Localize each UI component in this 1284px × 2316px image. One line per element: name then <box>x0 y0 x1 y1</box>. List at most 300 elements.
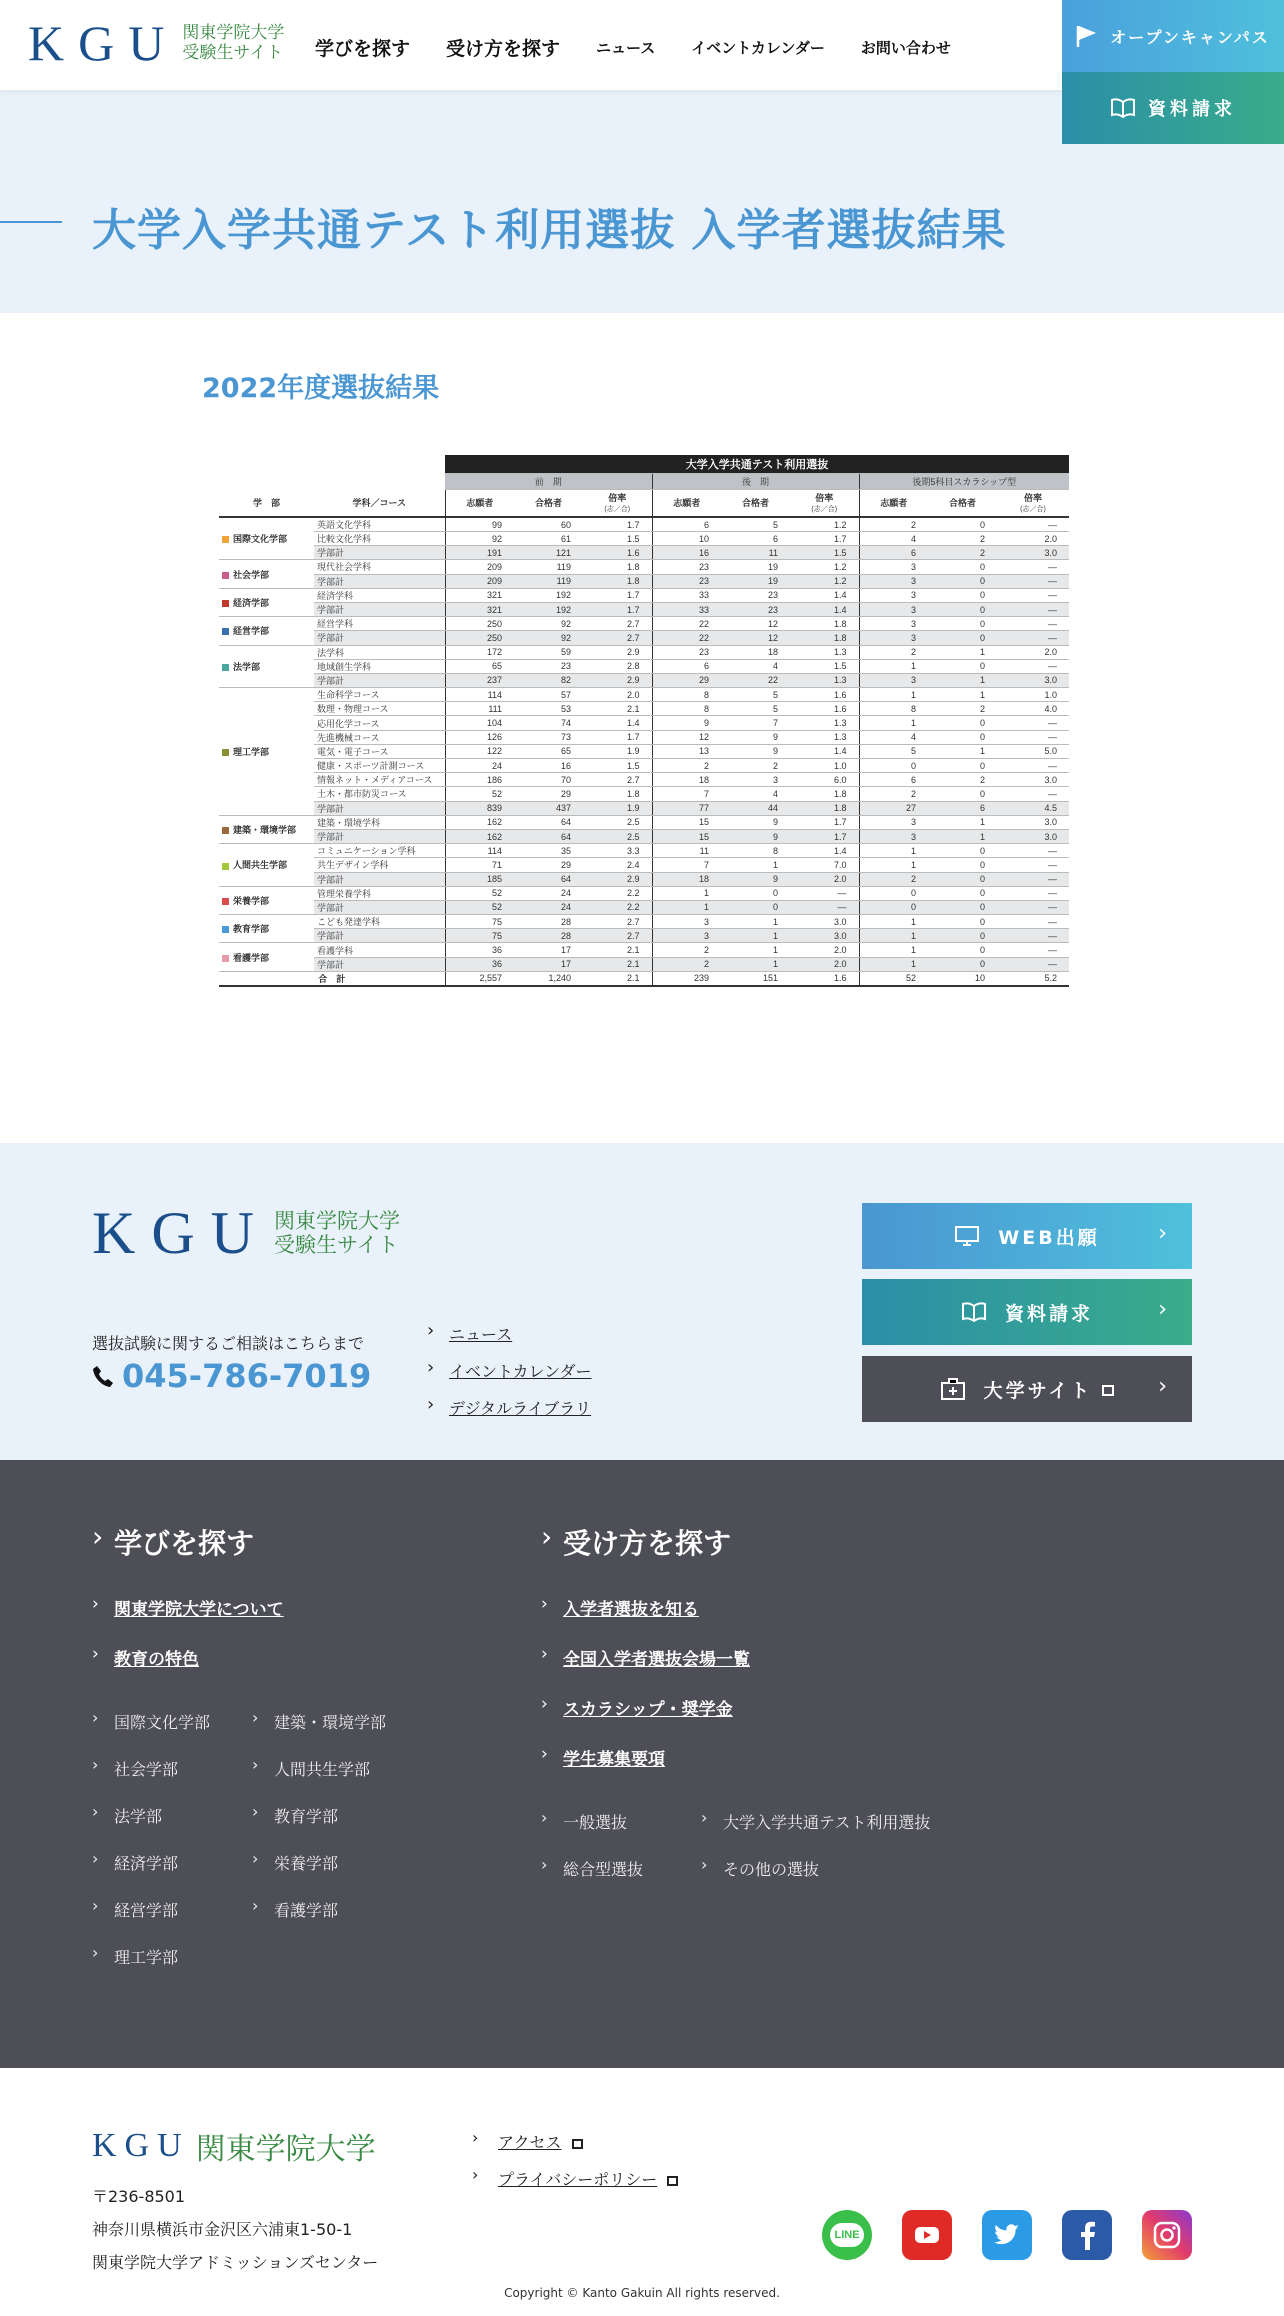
value-cell: 99 <box>445 517 514 532</box>
value-cell: 3 <box>859 588 928 602</box>
value-cell: 119 <box>514 574 583 588</box>
value-cell: 1 <box>859 659 928 673</box>
department-cell: 比較文化学科 <box>314 532 445 546</box>
faculty-cell <box>219 915 314 943</box>
faculty-cell <box>219 688 314 816</box>
value-cell: 1.5 <box>790 546 859 560</box>
value-cell: 0 <box>928 858 997 872</box>
value-cell: 29 <box>514 858 583 872</box>
value-cell: — <box>997 517 1069 532</box>
footer-fac-human[interactable]: › 人間共生学部 <box>252 1757 370 1780</box>
nav-admission[interactable]: 受け方を探す <box>446 38 561 60</box>
faculty-cell <box>219 844 314 887</box>
footer-fac-nutrition[interactable]: › 栄養学部 <box>252 1851 338 1874</box>
value-cell: — <box>997 844 1069 858</box>
table-row <box>219 759 1069 773</box>
table-caption: 大学入学共通テスト利用選抜 <box>445 455 1069 473</box>
value-cell: 2.1 <box>583 957 652 971</box>
copyright: Copyright © Kanto Gakuin All rights reserved. <box>504 2286 780 2300</box>
value-cell: 6.0 <box>790 773 859 787</box>
footer-fac-social[interactable]: › 社会学部 <box>92 1757 178 1780</box>
value-cell: 1.9 <box>583 801 652 815</box>
grand-total-value: 10 <box>928 971 997 986</box>
value-cell: — <box>790 900 859 914</box>
external-link-icon <box>572 2139 583 2149</box>
value-cell: 8 <box>721 844 790 858</box>
main-nav <box>315 34 987 61</box>
value-cell: 9 <box>721 829 790 843</box>
value-cell: 191 <box>445 546 514 560</box>
footer-link-venues[interactable]: › 全国入学者選抜会場一覧 <box>541 1645 750 1670</box>
value-cell: 2 <box>928 546 997 560</box>
col-ratio-note: (志／合) <box>604 506 631 514</box>
value-cell: 0 <box>928 915 997 929</box>
value-cell: 71 <box>445 858 514 872</box>
value-cell: 19 <box>721 574 790 588</box>
value-cell: 16 <box>514 759 583 773</box>
value-cell: 74 <box>514 716 583 730</box>
table-row <box>219 588 1069 602</box>
faculty-name: 教育学部 <box>233 924 270 935</box>
col-ratio-label: 倍率 <box>1023 493 1042 504</box>
phone-icon <box>92 1364 114 1388</box>
nav-learn[interactable]: 学びを探す <box>315 38 411 60</box>
department-cell: 先進機械コース <box>314 730 445 744</box>
value-cell: 6 <box>928 801 997 815</box>
value-cell: 2 <box>721 759 790 773</box>
value-cell: 61 <box>514 532 583 546</box>
footer-fac-edu[interactable]: › 教育学部 <box>252 1804 338 1827</box>
footer-link-digital-library[interactable]: › デジタルライブラリ <box>425 1396 591 1419</box>
faculty-color-marker <box>222 536 229 543</box>
footer-logo-line1: 関東学院大学 <box>274 1209 400 1233</box>
value-cell: — <box>997 759 1069 773</box>
col-header-passed: 合格者 <box>721 489 790 517</box>
value-cell: 5 <box>721 688 790 702</box>
flag-icon <box>1076 24 1098 48</box>
table-row <box>219 560 1069 574</box>
faculty-cell <box>219 560 314 588</box>
value-cell: 64 <box>514 815 583 829</box>
value-cell: 1 <box>721 858 790 872</box>
footer-fac-business[interactable]: › 経営学部 <box>92 1898 178 1921</box>
value-cell: 29 <box>514 787 583 801</box>
value-cell: 1.7 <box>583 730 652 744</box>
footer-fac-intl[interactable]: › 国際文化学部 <box>92 1710 210 1733</box>
footer-bottom-links <box>472 2130 678 2204</box>
value-cell: 1 <box>721 915 790 929</box>
value-cell: 82 <box>514 673 583 687</box>
faculty-name: 栄養学部 <box>233 895 270 906</box>
value-cell: 1.4 <box>583 716 652 730</box>
footer-item-comprehensive[interactable]: › 総合型選抜 <box>541 1857 643 1880</box>
value-cell: 2 <box>859 872 928 886</box>
line-icon-label: LINE <box>830 2223 863 2247</box>
value-cell: 1.3 <box>790 673 859 687</box>
street-address: 神奈川県横浜市金沢区六浦東1-50-1 <box>92 2220 353 2239</box>
department-cell: 学部計 <box>314 829 445 843</box>
value-cell: — <box>997 886 1069 900</box>
privacy-policy-link[interactable] <box>472 2167 678 2190</box>
value-cell: 5 <box>859 744 928 758</box>
value-cell: 11 <box>721 546 790 560</box>
value-cell: 18 <box>652 872 721 886</box>
value-cell: 2 <box>652 957 721 971</box>
brochure-request-button[interactable] <box>1062 72 1284 144</box>
value-cell: 12 <box>721 631 790 645</box>
external-link-icon <box>667 2176 678 2186</box>
value-cell: 33 <box>652 588 721 602</box>
value-cell: 2.7 <box>583 773 652 787</box>
faculty-color-marker <box>222 664 229 671</box>
value-cell: 121 <box>514 546 583 560</box>
footer-link-news[interactable]: › ニュース <box>425 1322 591 1345</box>
open-campus-label: オープンキャンパス <box>1110 27 1270 47</box>
value-cell: 5.0 <box>997 744 1069 758</box>
value-cell: 8 <box>652 702 721 716</box>
site-logo[interactable] <box>28 15 285 71</box>
value-cell: 3 <box>859 631 928 645</box>
footer-col-learn-title[interactable]: › 学びを探す <box>92 1522 254 1562</box>
web-application-button[interactable] <box>862 1203 1192 1269</box>
value-cell: 3 <box>859 829 928 843</box>
footer-link-education[interactable]: › 教育の特色 <box>92 1645 199 1670</box>
department-cell: 電気・電子コース <box>314 744 445 758</box>
value-cell: 36 <box>445 943 514 957</box>
faculty-cell <box>219 617 314 645</box>
department-cell: 学部計 <box>314 546 445 560</box>
value-cell: 1.6 <box>790 688 859 702</box>
value-cell: 3 <box>859 602 928 616</box>
value-cell: 19 <box>721 560 790 574</box>
value-cell: 3.0 <box>997 546 1069 560</box>
value-cell: 0 <box>721 900 790 914</box>
table-row <box>219 532 1069 546</box>
value-cell: — <box>997 787 1069 801</box>
department-cell: 学部計 <box>314 574 445 588</box>
value-cell: 126 <box>445 730 514 744</box>
value-cell: 2.4 <box>583 858 652 872</box>
value-cell: 321 <box>445 588 514 602</box>
department-cell: 数理・物理コース <box>314 702 445 716</box>
department-cell: 生命科学コース <box>314 688 445 702</box>
value-cell: 1.2 <box>790 574 859 588</box>
faculty-name: 法学部 <box>233 661 261 672</box>
value-cell: 60 <box>514 517 583 532</box>
monitor-icon <box>954 1225 980 1247</box>
footer-logo[interactable] <box>92 1200 400 1266</box>
value-cell: 2 <box>652 759 721 773</box>
value-cell: 1.7 <box>790 829 859 843</box>
value-cell: 1 <box>928 645 997 659</box>
grand-total-value: 239 <box>652 971 721 986</box>
value-cell: — <box>997 602 1069 616</box>
value-cell: 0 <box>859 900 928 914</box>
page-title: 大学入学共通テスト利用選抜 入学者選抜結果 <box>92 205 1007 256</box>
value-cell: 2.0 <box>583 688 652 702</box>
table-row <box>219 517 1069 532</box>
value-cell: 44 <box>721 801 790 815</box>
value-cell: 4 <box>859 532 928 546</box>
value-cell: 0 <box>928 716 997 730</box>
footer-fac-arch[interactable]: › 建築・環境学部 <box>252 1710 386 1733</box>
grand-total-value: 2.1 <box>583 971 652 986</box>
col-ratio-note: (志／合) <box>1020 506 1046 514</box>
value-cell: 9 <box>721 815 790 829</box>
value-cell: 17 <box>514 943 583 957</box>
value-cell: 1 <box>721 929 790 943</box>
section-year-title: 2022年度選抜結果 <box>202 373 440 404</box>
value-cell: 185 <box>445 872 514 886</box>
footer-item-other[interactable]: › その他の選抜 <box>701 1857 819 1880</box>
value-cell: 3 <box>652 929 721 943</box>
value-cell: 119 <box>514 560 583 574</box>
nav-event-calendar[interactable]: イベントカレンダー <box>691 39 825 57</box>
facebook-icon[interactable] <box>1062 2210 1112 2260</box>
value-cell: 5 <box>721 702 790 716</box>
value-cell: 111 <box>445 702 514 716</box>
table-row <box>219 957 1069 971</box>
value-cell: 0 <box>928 900 997 914</box>
value-cell: 0 <box>928 588 997 602</box>
footer-link-about[interactable]: › 関東学院大学について <box>92 1595 284 1620</box>
chevron-right-icon: › <box>1158 1374 1170 1399</box>
value-cell: 2.5 <box>583 815 652 829</box>
department-cell: 学部計 <box>314 929 445 943</box>
phone-number-text: 045-786-7019 <box>122 1357 372 1395</box>
department-cell: 共生デザイン学科 <box>314 858 445 872</box>
value-cell: 3.0 <box>790 915 859 929</box>
value-cell: 2 <box>859 645 928 659</box>
footer-link-scholarship[interactable]: › スカラシップ・奨学金 <box>541 1695 733 1720</box>
faculty-cell <box>219 645 314 688</box>
footer-col-admission-title[interactable]: › 受け方を探す <box>541 1522 731 1562</box>
value-cell: 23 <box>652 574 721 588</box>
footer-item-common-test[interactable]: › 大学入学共通テスト利用選抜 <box>701 1810 930 1833</box>
faculty-cell <box>219 588 314 616</box>
footer-sitemap <box>0 1460 1284 2068</box>
value-cell: 2.7 <box>583 929 652 943</box>
value-cell: 52 <box>445 886 514 900</box>
value-cell: 1.3 <box>790 730 859 744</box>
table-row <box>219 872 1069 886</box>
book-icon <box>1110 98 1136 118</box>
table-row <box>219 617 1069 631</box>
col-header-passed: 合格者 <box>928 489 997 517</box>
value-cell: 8 <box>859 702 928 716</box>
value-cell: 1.4 <box>790 588 859 602</box>
value-cell: 1.8 <box>790 801 859 815</box>
value-cell: 1 <box>928 673 997 687</box>
value-cell: 2.9 <box>583 645 652 659</box>
col-ratio-label: 倍率 <box>815 493 834 504</box>
department-cell: 学部計 <box>314 900 445 914</box>
col-header-passed: 合格者 <box>514 489 583 517</box>
value-cell: 2.0 <box>790 943 859 957</box>
value-cell: 114 <box>445 688 514 702</box>
access-link-label: アクセス <box>498 2133 562 2152</box>
value-cell: 2.5 <box>583 829 652 843</box>
value-cell: 23 <box>514 659 583 673</box>
group-early: 前 期 <box>445 473 652 489</box>
table-row <box>219 702 1069 716</box>
value-cell: 1.8 <box>583 787 652 801</box>
col-course: 学科／コース <box>314 489 445 517</box>
faculty-color-marker <box>222 628 229 635</box>
grand-total-label: 合 計 <box>219 971 445 986</box>
access-link[interactable] <box>472 2130 678 2153</box>
value-cell: 2 <box>928 702 997 716</box>
value-cell: — <box>790 886 859 900</box>
value-cell: 1.2 <box>790 517 859 532</box>
faculty-cell <box>219 886 314 914</box>
value-cell: 0 <box>859 886 928 900</box>
value-cell: 2 <box>859 787 928 801</box>
value-cell: 22 <box>652 631 721 645</box>
faculty-color-marker <box>222 749 229 756</box>
footer-logo-subtitle <box>274 1209 400 1257</box>
department-cell: 土木・都市防災コース <box>314 787 445 801</box>
faculty-name: 社会学部 <box>233 569 270 580</box>
value-cell: 1 <box>859 915 928 929</box>
value-cell: 0 <box>928 574 997 588</box>
value-cell: 7 <box>721 716 790 730</box>
value-cell: 172 <box>445 645 514 659</box>
chevron-right-icon: › <box>1158 1221 1170 1246</box>
value-cell: 0 <box>928 560 997 574</box>
footer-link-event-calendar[interactable]: › イベントカレンダー <box>425 1359 591 1382</box>
open-campus-button[interactable] <box>1062 0 1284 72</box>
value-cell: 2 <box>859 517 928 532</box>
value-cell: 16 <box>652 546 721 560</box>
value-cell: 77 <box>652 801 721 815</box>
value-cell: 1.0 <box>997 688 1069 702</box>
value-cell: — <box>997 915 1069 929</box>
value-cell: — <box>997 716 1069 730</box>
table-row <box>219 886 1069 900</box>
value-cell: 1.8 <box>790 631 859 645</box>
value-cell: 65 <box>445 659 514 673</box>
value-cell: 1.8 <box>790 617 859 631</box>
value-cell: 7 <box>652 787 721 801</box>
faculty-name: 建築・環境学部 <box>233 824 297 835</box>
value-cell: 2.0 <box>997 532 1069 546</box>
footer-fac-econ[interactable]: › 経済学部 <box>92 1851 178 1874</box>
value-cell: 3 <box>859 617 928 631</box>
table-row <box>219 844 1069 858</box>
nav-news[interactable]: ニュース <box>596 39 656 57</box>
value-cell: 12 <box>652 730 721 744</box>
value-cell: 24 <box>514 886 583 900</box>
faculty-color-marker <box>222 926 229 933</box>
youtube-icon[interactable] <box>902 2210 952 2260</box>
faculty-cell <box>219 815 314 843</box>
value-cell: 23 <box>721 602 790 616</box>
col-ratio-label: 倍率 <box>608 493 627 504</box>
footer-link-selection[interactable]: › 入学者選抜を知る <box>541 1595 699 1620</box>
value-cell: 2 <box>928 773 997 787</box>
value-cell: 0 <box>928 759 997 773</box>
value-cell: 11 <box>652 844 721 858</box>
phone-number[interactable] <box>92 1357 371 1395</box>
value-cell: 75 <box>445 929 514 943</box>
value-cell: 237 <box>445 673 514 687</box>
department-cell: こども発達学科 <box>314 915 445 929</box>
value-cell: 15 <box>652 815 721 829</box>
value-cell: 64 <box>514 872 583 886</box>
value-cell: 22 <box>721 673 790 687</box>
footer-fac-law[interactable]: › 法学部 <box>92 1804 162 1827</box>
value-cell: 1.3 <box>790 645 859 659</box>
department-cell: 学部計 <box>314 631 445 645</box>
value-cell: 0 <box>928 929 997 943</box>
university-logo[interactable] <box>92 2124 376 2168</box>
chevron-right-icon: › <box>1158 1297 1170 1322</box>
table-row <box>219 688 1069 702</box>
value-cell: 2.1 <box>583 943 652 957</box>
value-cell: 1 <box>928 815 997 829</box>
value-cell: 1 <box>652 900 721 914</box>
footer-logo-line2: 受験生サイト <box>274 1233 399 1257</box>
value-cell: 13 <box>652 744 721 758</box>
value-cell: 1 <box>928 829 997 843</box>
footer-fac-science[interactable]: › 理工学部 <box>92 1945 178 1968</box>
value-cell: 437 <box>514 801 583 815</box>
value-cell: — <box>997 872 1069 886</box>
faculty-name: 経営学部 <box>233 626 270 637</box>
table-row <box>219 744 1069 758</box>
footer-link-guidelines[interactable]: › 学生募集要項 <box>541 1745 665 1770</box>
value-cell: 6 <box>652 517 721 532</box>
footer-quick-links <box>425 1322 591 1433</box>
department-cell: 経営学科 <box>314 617 445 631</box>
value-cell: 2.8 <box>583 659 652 673</box>
line-icon[interactable] <box>822 2210 872 2260</box>
footer-item-general[interactable]: › 一般選抜 <box>541 1810 627 1833</box>
value-cell: 4 <box>721 659 790 673</box>
footer-fac-nursing[interactable]: › 看護学部 <box>252 1898 338 1921</box>
value-cell: — <box>997 560 1069 574</box>
table-row <box>219 574 1069 588</box>
instagram-icon[interactable] <box>1142 2210 1192 2260</box>
value-cell: 0 <box>928 872 997 886</box>
nav-contact[interactable]: お問い合わせ <box>860 39 951 57</box>
value-cell: 9 <box>652 716 721 730</box>
value-cell: — <box>997 900 1069 914</box>
table-row <box>219 829 1069 843</box>
value-cell: — <box>997 929 1069 943</box>
value-cell: 1.4 <box>790 602 859 616</box>
value-cell: 2.1 <box>583 702 652 716</box>
col-header-ratio <box>997 489 1069 517</box>
value-cell: 2.0 <box>997 645 1069 659</box>
value-cell: 52 <box>445 787 514 801</box>
value-cell: 2.7 <box>583 915 652 929</box>
value-cell: 9 <box>721 872 790 886</box>
university-site-button[interactable] <box>862 1356 1192 1422</box>
table-row <box>219 801 1069 815</box>
grand-total-value: 5.2 <box>997 971 1069 986</box>
results-table <box>219 455 1069 987</box>
value-cell: 1 <box>859 844 928 858</box>
value-cell: 36 <box>445 957 514 971</box>
twitter-icon[interactable] <box>982 2210 1032 2260</box>
table-row <box>219 716 1069 730</box>
footer-brochure-button[interactable] <box>862 1279 1192 1345</box>
value-cell: 4.5 <box>997 801 1069 815</box>
value-cell: 1 <box>859 716 928 730</box>
book-icon <box>961 1302 987 1322</box>
